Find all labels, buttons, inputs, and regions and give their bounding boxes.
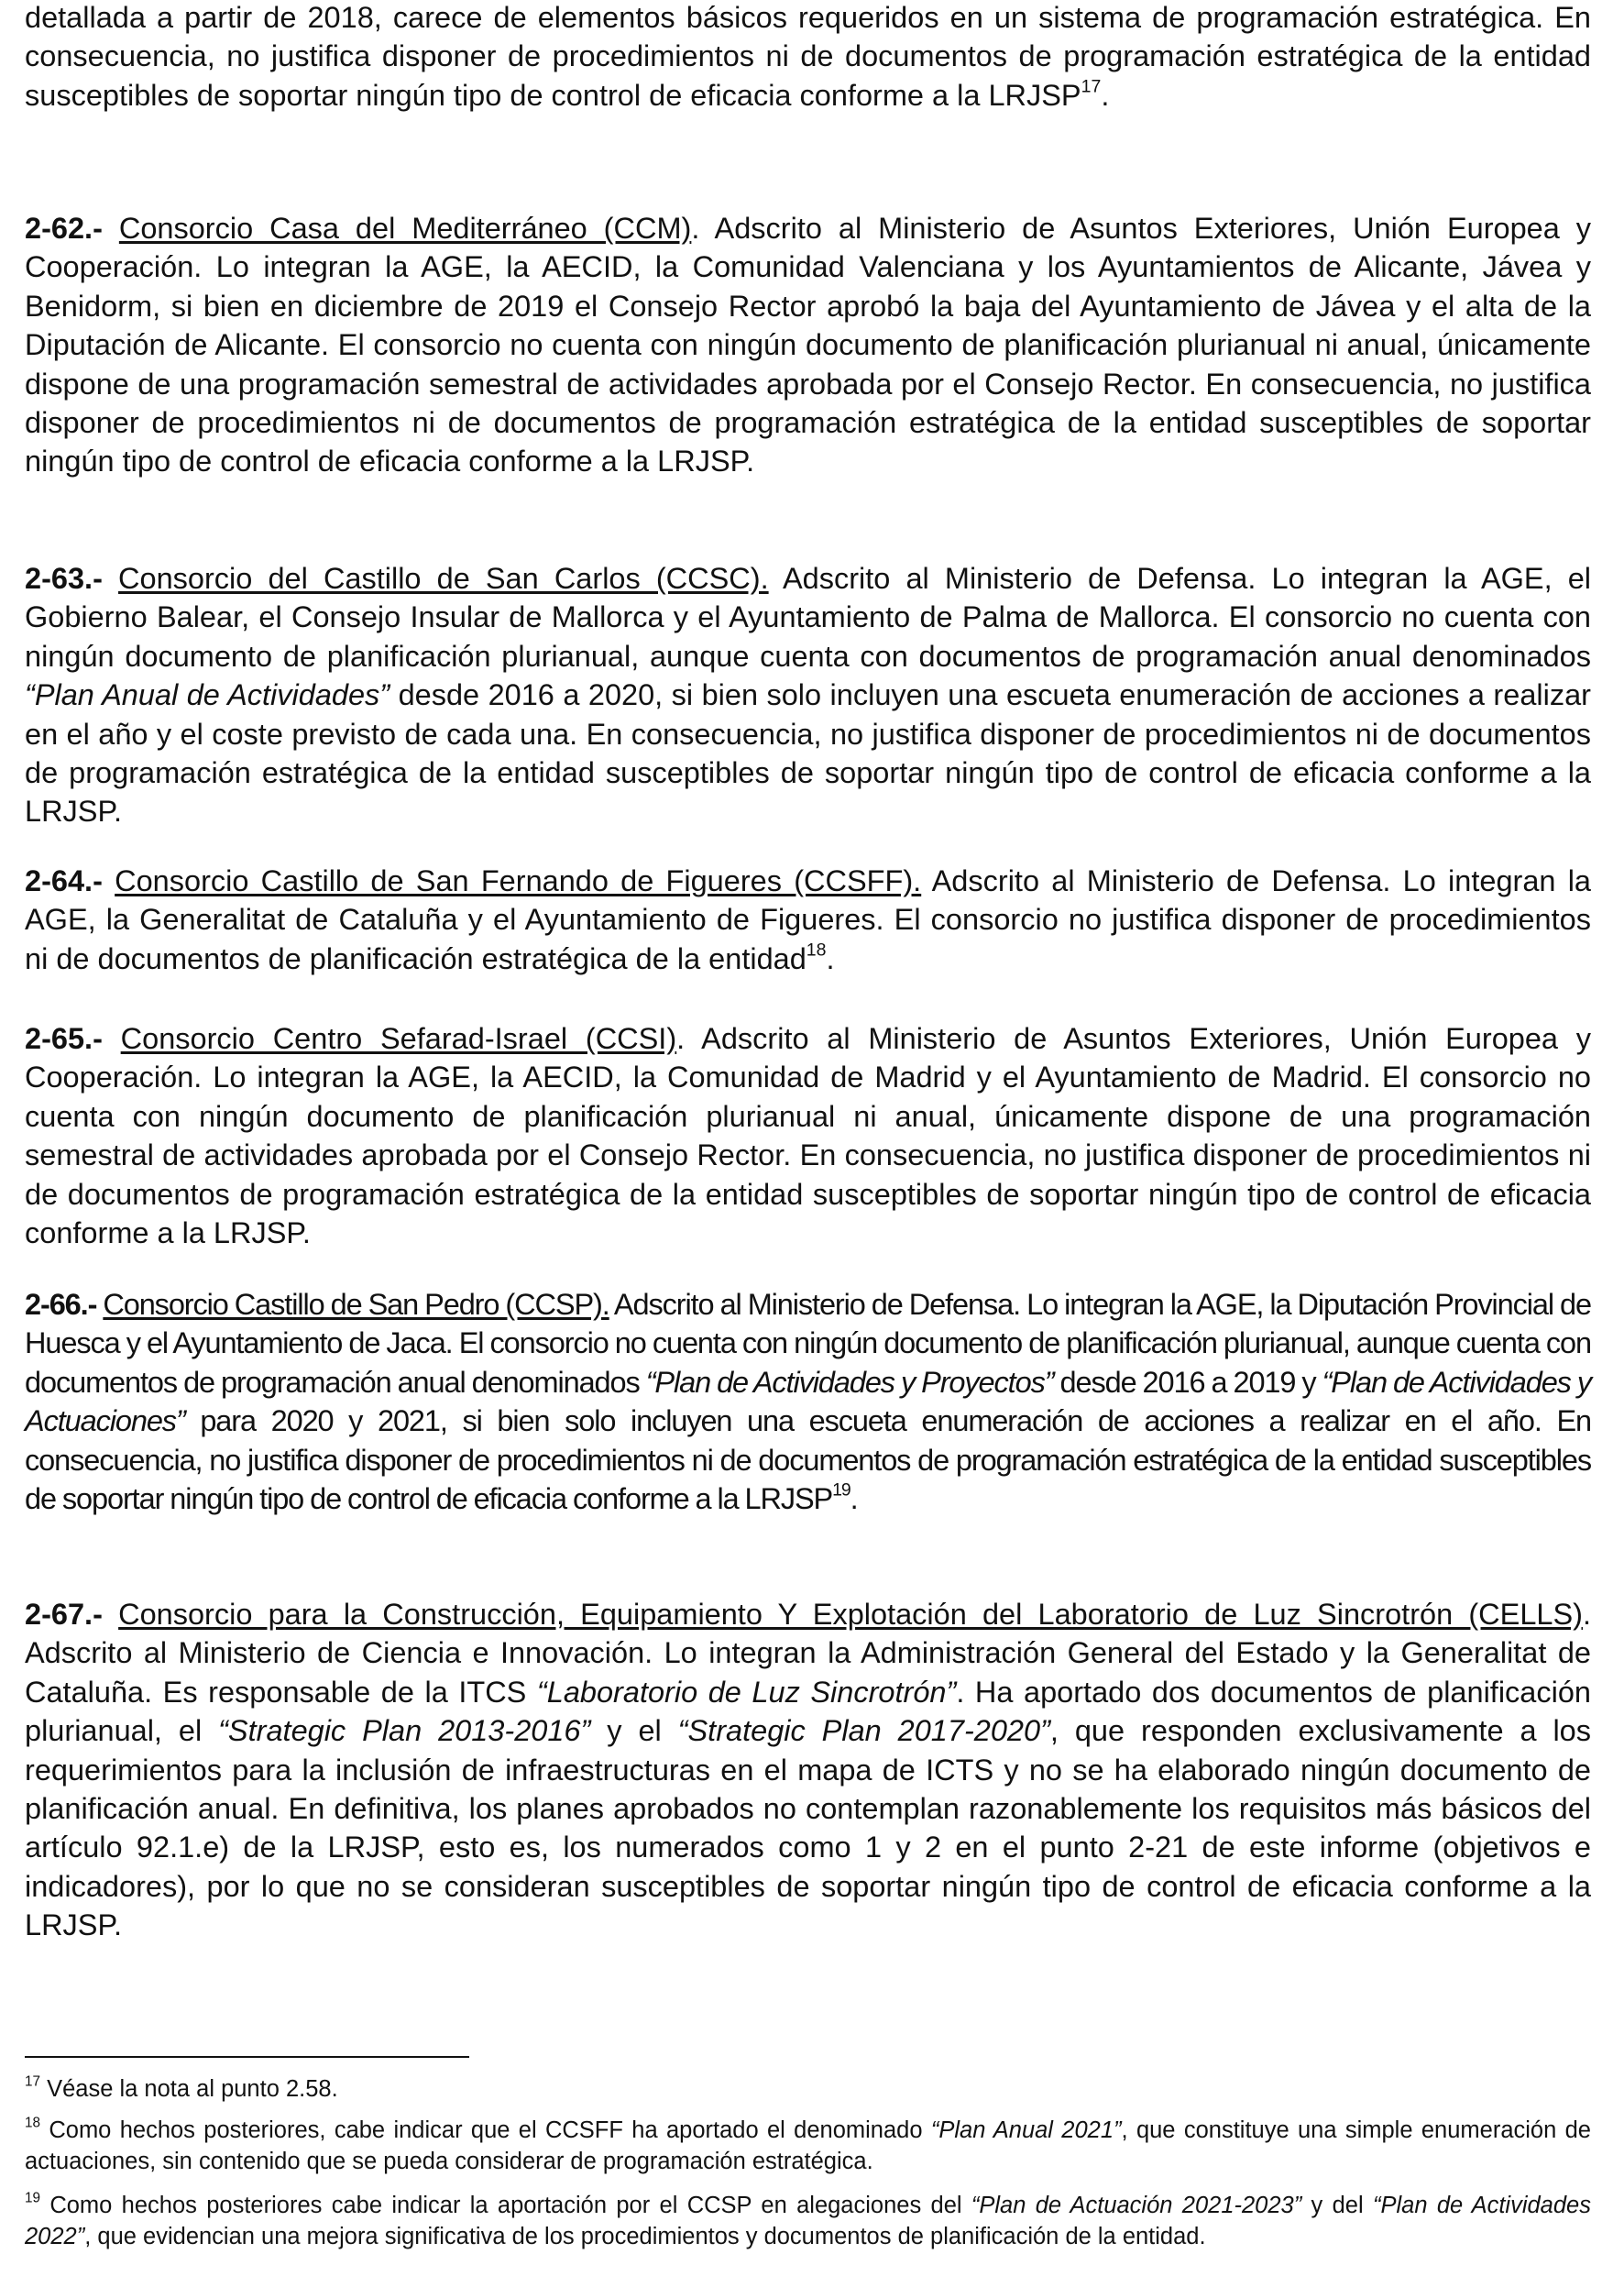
body-text: . Adscrito al Ministerio de Asuntos Exteriores, Unión Europea y Cooperación. Lo integran la AGE, la AECID, la Comunidad de Madrid y el Ayuntamiento de Madrid. El consorcio no cuenta con ningún documento de planificación plurianual ni anual, únicamente dispone de una programación semestral de actividades aprobada por el Consejo Rector. En consecuencia, no justifica disponer de procedimientos ni de documentos de programación estratégica de la entidad susceptibles de soportar ningún tipo de control de eficacia conforme a la LRJSP. — [25, 1022, 1592, 1250]
body-text: . Adscrito al Ministerio de Asuntos Exteriores, Unión Europea y Cooperación. Lo integran la AGE, la AECID, la Comunidad Valenciana y los Ayuntamientos de Alicante, Jávea y Benidorm, si bien en diciembre de 2019 el Consejo Rector aprobó la baja del Ayuntamiento de Jávea y el alta de la Diputación de Alicante. El consorcio no cuenta con ningún documento de planificación plurianual ni anual, únicamente dispone de una programación semestral de actividades aprobada por el Consejo Rector. En consecuencia, no justifica disponer de procedimientos ni de documentos de programación estratégica de la entidad susceptibles de soportar ningún tipo de control de eficacia conforme a la LRJSP. — [25, 212, 1592, 478]
body-text: Adscrito al Ministerio de Defensa. Lo integran la AGE, la Diputación Provincial de Huesca y el Ayuntamiento de Jaca. El consorcio no cuenta con ningún documento de planificación plurianual, aunque cuenta con documentos de programación anual denominados — [25, 1288, 1591, 1399]
body-text: desde 2016 a 2019 y — [1053, 1365, 1322, 1399]
paragraph-2-67 — [25, 1595, 1591, 1945]
footnote-17 — [25, 2073, 1591, 2105]
document-title: “Laboratorio de Luz Sincrotrón” — [536, 1675, 957, 1709]
paragraph-number: 2-62.- — [25, 212, 103, 245]
entity-title: Consorcio Castillo de San Fernando de Figueres (CCSFF). — [115, 864, 922, 897]
paragraph-number: 2-63.- — [25, 562, 103, 595]
body-text — [103, 864, 115, 897]
body-text: para 2020 y 2021, si bien solo incluyen una escueta enumeración de acciones a realizar en el año. En consecuencia, no justifica disponer de procedimientos ni de documentos de programación estratégica de la entidad susceptibles de soportar ningún tipo de control de eficacia conforme a la LRJSP — [25, 1404, 1591, 1516]
paragraph-2-64 — [25, 862, 1591, 978]
document-title: “Plan de Actividades y Actuaciones” — [25, 1365, 1591, 1438]
footnote-18 — [25, 2115, 1591, 2177]
body-text — [103, 562, 118, 595]
body-text — [103, 1598, 118, 1631]
entity-title: Consorcio del Castillo de San Carlos (CCSC). — [118, 562, 769, 595]
footnote-separator — [25, 2056, 469, 2058]
body-text: . — [1101, 78, 1110, 112]
footnote-ref: 18 — [25, 2115, 41, 2131]
footnote-ref: 17 — [1081, 76, 1102, 97]
body-text: Como hechos posteriores, cabe indicar que el CCSFF ha aportado el denominado — [40, 2117, 931, 2143]
body-text: desde 2016 a 2020, si bien solo incluyen una escueta enumeración de acciones a realizar en el año y el coste previsto de cada una. En consecuencia, no justifica disponer de procedimientos ni de documentos de programación estratégica de la entidad susceptibles de soportar ningún tipo de control de eficacia conforme a la LRJSP. — [25, 678, 1591, 829]
paragraph-number: 2-65.- — [25, 1022, 103, 1055]
body-text: y del — [1301, 2193, 1373, 2218]
body-text: , que evidencian una mejora significativa de los procedimientos y documentos de planificación de la entidad. — [84, 2224, 1206, 2249]
footnote-ref: 19 — [832, 1479, 850, 1501]
body-text: . Ha aportado dos documentos de planificación plurianual, el — [25, 1675, 1591, 1748]
paragraph-2-66 — [25, 1285, 1591, 1518]
body-text: , que constituye una simple enumeración de actuaciones, sin contenido que se pueda considerar de programación estratégica. — [25, 2117, 1591, 2174]
body-text: y el — [590, 1714, 678, 1748]
footnote-ref: 18 — [806, 940, 827, 961]
document-title: “Strategic Plan 2017-2020” — [677, 1714, 1050, 1748]
entity-title: Consorcio Casa del Mediterráneo (CCM) — [118, 212, 692, 245]
paragraph-number: 2-67.- — [25, 1598, 103, 1631]
body-text: Como hechos posteriores cabe indicar la aportación por el CCSP en alegaciones del — [40, 2193, 971, 2218]
paragraph-2-63 — [25, 559, 1591, 831]
document-title: “Plan de Actuación 2021-2023” — [971, 2193, 1302, 2218]
entity-title: Consorcio para la Construcción, Equipamiento Y Explotación del Laboratorio de Luz Sincrotrón (CELLS) — [118, 1598, 1583, 1631]
footnote-ref: 17 — [25, 2073, 41, 2090]
body-text: Véase la nota al punto 2.58. — [40, 2076, 338, 2102]
paragraph-number: 2-66.- — [25, 1288, 97, 1321]
document-title: “Plan Anual de Actividades” — [25, 678, 390, 712]
body-text: Adscrito al Ministerio de Defensa. Lo integran la AGE, la Generalitat de Cataluña y el Ayuntamiento de Figueres. El consorcio no justifica disponer de procedimientos ni de documentos de planificación estratégica de la entidad — [25, 864, 1592, 975]
body-text: . — [850, 1482, 858, 1516]
paragraph-number: 2-64.- — [25, 864, 103, 897]
paragraph-2-62 — [25, 209, 1591, 481]
body-text — [103, 1022, 121, 1055]
document-title: “Plan de Actividades 2022” — [25, 2193, 1591, 2249]
footnote-ref: 19 — [25, 2190, 41, 2206]
body-text: Adscrito al Ministerio de Defensa. Lo integran la AGE, el Gobierno Balear, el Consejo Insular de Mallorca y el Ayuntamiento de Palma de Mallorca. El consorcio no cuenta con ningún documento de planificación plurianual, aunque cuenta con documentos de programación anual denominados — [25, 562, 1592, 673]
paragraph-continuation — [25, 0, 1591, 115]
body-text: detallada a partir de 2018, carece de elementos básicos requeridos en un sistema de programación estratégica. En consecuencia, no justifica disponer de procedimientos ni de documentos de programación estratégica de la entidad susceptibles de soportar ningún tipo de control de eficacia conforme a la LRJSP — [25, 1, 1591, 112]
body-text: . — [826, 941, 835, 975]
paragraph-2-65 — [25, 1019, 1591, 1252]
body-text: , que responden exclusivamente a los requerimientos para la inclusión de infraestructuras en el mapa de ICTS y no se ha elaborado ningún documento de planificación anual. En definitiva, los planes aprobados no contemplan razonablemente los requisitos más básicos del artículo 92.1.e) de la LRJSP, esto es, los numerados como 1 y 2 en el punto 2-21 de este informe (objetivos e indicadores), por lo que no se consideran susceptibles de soportar ningún tipo de control de eficacia conforme a la LRJSP. — [25, 1714, 1591, 1942]
document-title: “Plan Anual 2021” — [930, 2117, 1122, 2143]
entity-title: Consorcio Castillo de San Pedro (CCSP). — [103, 1288, 609, 1321]
document-title: “Strategic Plan 2013-2016” — [218, 1714, 591, 1748]
footnote-19 — [25, 2190, 1591, 2252]
entity-title: Consorcio Centro Sefarad-Israel (CCSI) — [120, 1022, 677, 1055]
body-text — [103, 212, 119, 245]
body-text: . Adscrito al Ministerio de Ciencia e Innovación. Lo integran la Administración General del Estado y la Generalitat de Cataluña. Es responsable de la ITCS — [25, 1598, 1592, 1709]
document-title: “Plan de Actividades y Proyectos” — [645, 1365, 1054, 1399]
